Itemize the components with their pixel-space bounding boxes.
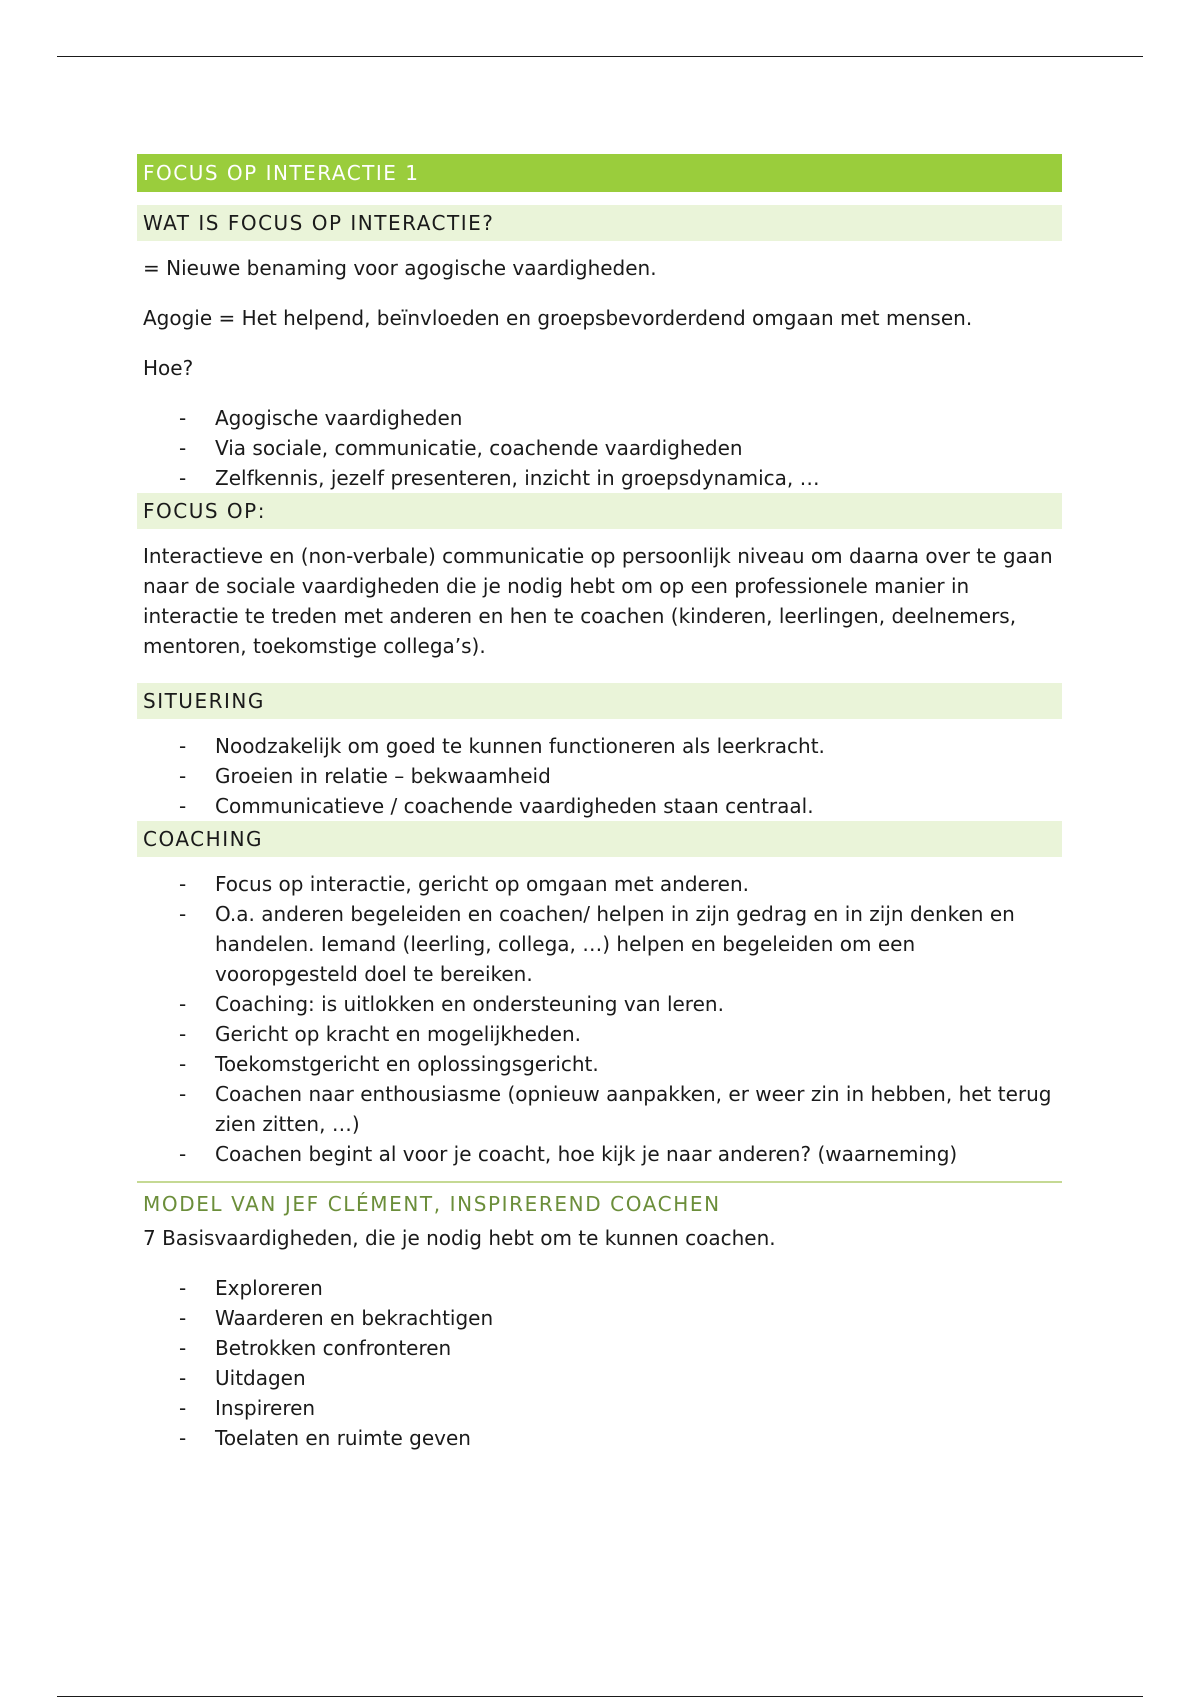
section-heading-coaching: COACHING [137,821,1062,857]
section-heading-focus: FOCUS OP: [137,493,1062,529]
footer-rule [57,1696,1143,1697]
paragraph: = Nieuwe benaming voor agogische vaardigheden. [143,256,657,280]
list-item: - O.a. anderen begeleiden en coachen/ helpen in zijn gedrag en in zijn denken en handelen. Iemand (leerling, collega, …) helpen en begeleiden om een vooropgesteld doel te bereiken. [215,899,1062,989]
list-item: - Exploreren [215,1273,1062,1303]
list-item: - Noodzakelijk om goed te kunnen functioneren als leerkracht. [215,731,1062,761]
list-item: - Focus op interactie, gericht op omgaan met anderen. [215,869,1062,899]
list-item: - Betrokken confronteren [215,1333,1062,1363]
list-item: - Waarderen en bekrachtigen [215,1303,1062,1333]
document-title: FOCUS OP INTERACTIE 1 [137,154,1062,192]
section-heading-situering: SITUERING [137,683,1062,719]
bullet-list-coaching [137,869,1062,1169]
paragraph: Hoe? [143,356,194,380]
list-item: - Coachen begint al voor je coacht, hoe kijk je naar anderen? (waarneming) [215,1139,1062,1169]
list-item: - Gericht op kracht en mogelijkheden. [215,1019,1062,1049]
list-item: - Groeien in relatie – bekwaamheid [215,761,1062,791]
list-item: - Inspireren [215,1393,1062,1423]
list-item: - Agogische vaardigheden [215,403,1062,433]
list-item: - Coaching: is uitlokken en ondersteuning van leren. [215,989,1062,1019]
paragraph: Agogie = Het helpend, beïnvloeden en groepsbevorderdend omgaan met mensen. [143,306,973,330]
paragraph: Interactieve en (non-verbale) communicatie op persoonlijk niveau om daarna over te gaan naar de sociale vaardigheden die je nodig hebt om op een professionele manier in interactie te treden met anderen en hen te coachen (kinderen, leerlingen, deelnemers, mentoren, toekomstige collega’s). [143,544,1053,658]
list-item: - Coachen naar enthousiasme (opnieuw aanpakken, er weer zin in hebben, het terug zien zitten, …) [215,1079,1062,1139]
list-item: - Toekomstgericht en oplossingsgericht. [215,1049,1062,1079]
document-body [137,154,1062,1453]
paragraph: 7 Basisvaardigheden, die je nodig hebt om te kunnen coachen. [143,1226,776,1250]
bullet-list-model [137,1273,1062,1453]
list-item: - Via sociale, communicatie, coachende vaardigheden [215,433,1062,463]
list-item: - Toelaten en ruimte geven [215,1423,1062,1453]
section-heading-model: MODEL VAN JEF CLÉMENT, INSPIREREND COACHEN [137,1181,1062,1219]
list-item: - Zelfkennis, jezelf presenteren, inzicht in groepsdynamica, … [215,463,1062,493]
list-item: - Communicatieve / coachende vaardigheden staan centraal. [215,791,1062,821]
header-rule [57,56,1143,57]
section-heading-wat: WAT IS FOCUS OP INTERACTIE? [137,205,1062,241]
bullet-list-situering [137,731,1062,821]
bullet-list-wat [137,403,1062,493]
list-item: - Uitdagen [215,1363,1062,1393]
